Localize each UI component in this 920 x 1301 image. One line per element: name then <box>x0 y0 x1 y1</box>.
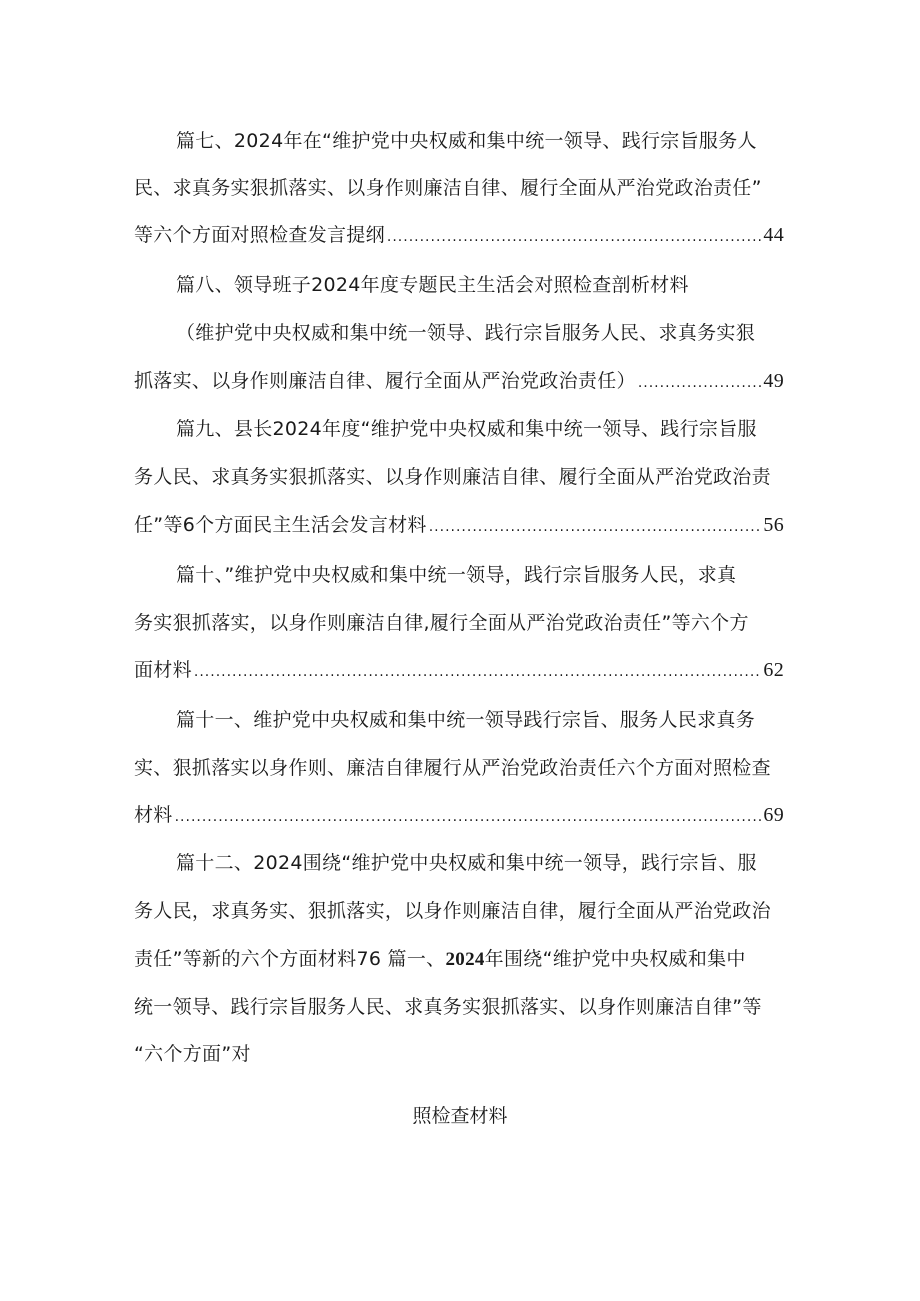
toc-entry-10-tail-text: 面材料 <box>134 659 192 681</box>
toc-entry-10-line-3[interactable] <box>134 653 784 687</box>
toc-entry-12-line-3-end: 年围绕“维护党中央权威和集中 <box>484 948 746 970</box>
toc-entry-11-line-2: 实、狠抓落实以身作则、廉洁自律履行从严治党政治责任六个方面对照检查 <box>134 757 771 779</box>
toc-entry-10-page-number: 62 <box>763 659 784 681</box>
toc-entry-9-line-2: 务人民、求真务实狠抓落实、以身作则廉洁自律、履行全面从严治党政治责 <box>134 466 771 488</box>
toc-entry-7-page-number: 44 <box>763 224 784 246</box>
bold-year: 2024 <box>445 949 485 970</box>
toc-entry-8-line-3[interactable] <box>134 364 784 398</box>
toc-leader-dots <box>194 655 761 687</box>
toc-entry-7-line-2: 民、求真务实狠抓落实、以身作则廉洁自律、履行全面从严治党政治责任” <box>134 177 762 199</box>
toc-entry-12-line-2: 务人民，求真务实、狠抓落实，以身作则廉洁自律，履行全面从严治党政治 <box>134 900 771 922</box>
toc-entry-11-line-1: 篇十一、维护党中央权威和集中统一领导践行宗旨、服务人民求真务 <box>176 709 756 731</box>
section-1-title-line-2: 统一领导、践行宗旨服务人民、求真务实狠抓落实、以身作则廉洁自律”等 <box>134 996 762 1018</box>
toc-entry-8-page-number: 49 <box>763 370 784 392</box>
section-1-title-line-3: “六个方面”对 <box>134 1043 251 1065</box>
toc-entry-11-page-number: 69 <box>763 804 784 826</box>
toc-entry-9-tail-text: 任”等6个方面民主生活会发言材料 <box>134 514 427 536</box>
toc-entry-7-line-1: 篇七、2024年在“维护党中央权威和集中统一领导、践行宗旨服务人 <box>176 130 757 152</box>
toc-leader-dots <box>638 366 762 398</box>
toc-entry-7-line-3[interactable] <box>134 218 784 252</box>
toc-entry-7-tail-text: 等六个方面对照检查发言提纲 <box>134 224 385 246</box>
toc-entry-9-page-number: 56 <box>763 514 784 536</box>
toc-entry-9-line-3[interactable] <box>134 508 784 542</box>
toc-entry-9-line-1: 篇九、县长2024年度“维护党中央权威和集中统一领导、践行宗旨服 <box>176 418 757 440</box>
toc-entry-10-line-2: 务实狠抓落实，以身作则廉洁自律,履行全面从严治党政治责任”等六个方 <box>134 612 749 634</box>
toc-entry-8-line-1: 篇八、领导班子2024年度专题民主生活会对照检查剖析材料 <box>176 274 689 296</box>
toc-leader-dots <box>429 510 762 542</box>
toc-leader-dots <box>175 800 762 832</box>
toc-entry-11-line-3[interactable] <box>134 798 784 832</box>
toc-leader-dots <box>387 220 761 252</box>
toc-entry-8-tail-text: 抓落实、以身作则廉洁自律、履行全面从严治党政治责任） <box>134 370 636 392</box>
toc-entry-12-line-1: 篇十二、2024围绕“维护党中央权威和集中统一领导，践行宗旨、服 <box>176 852 757 874</box>
toc-entry-10-line-1: 篇十、”维护党中央权威和集中统一领导，践行宗旨服务人民，求真 <box>176 564 737 586</box>
toc-entry-12-line-3-start: 责任”等新的六个方面材料76 篇一、 <box>134 948 446 970</box>
toc-entry-8-line-2: （维护党中央权威和集中统一领导、践行宗旨服务人民、求真务实狠 <box>176 322 756 344</box>
toc-entry-11-tail-text: 材料 <box>134 804 173 826</box>
section-1-title-centered: 照检查材料 <box>412 1105 508 1127</box>
toc-entry-12-line-3 <box>134 942 784 976</box>
